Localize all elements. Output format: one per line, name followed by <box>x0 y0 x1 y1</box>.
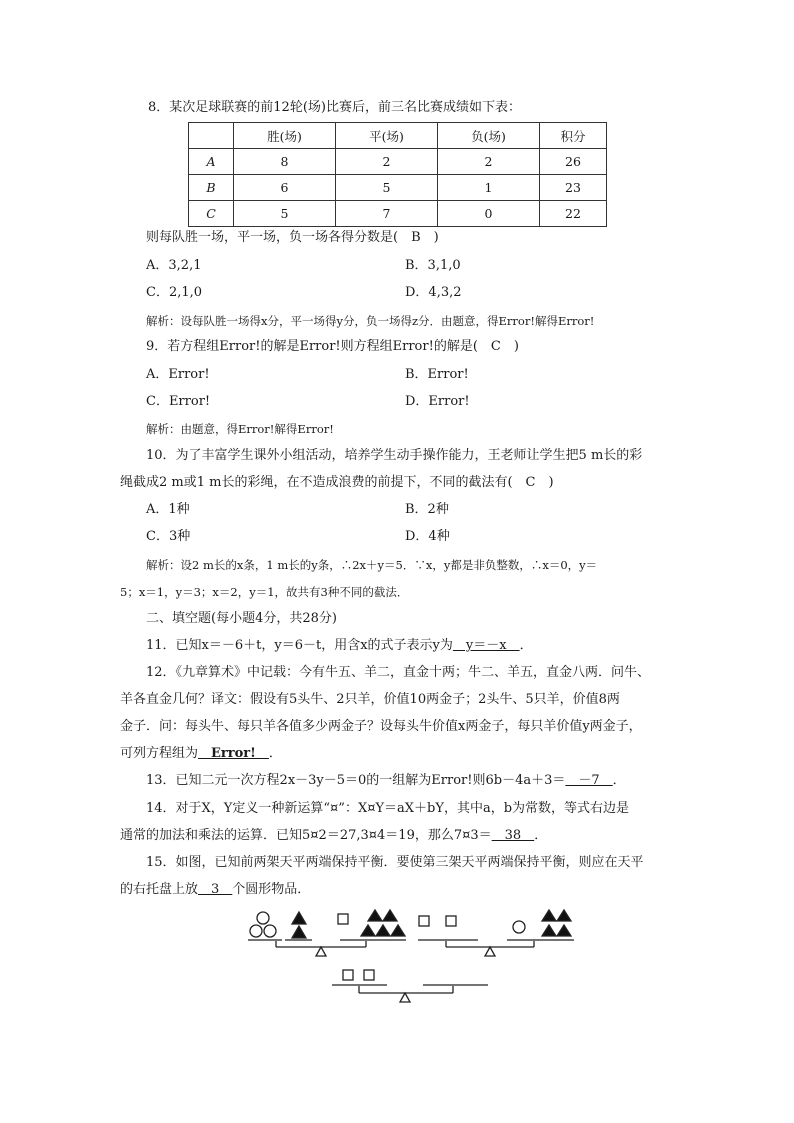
circle-object <box>257 912 269 924</box>
q10-option-b: B．2种 <box>405 502 449 517</box>
table-header-cell: 胜(场) <box>234 123 336 149</box>
section-heading: 二、填空题(每小题4分，共28分) <box>146 611 337 626</box>
q15-text: 的右托盘上放 <box>120 882 199 897</box>
q12-line2: 羊各直金几何？译文：假设有5头牛、2只羊，价值10两金子；2头牛、5只羊，价值8两 <box>120 692 620 707</box>
circle-object <box>250 925 262 937</box>
q12-end: ． <box>268 746 282 761</box>
q10-analysis-line1: 解析：设2 m长的x条，1 m长的y条，∴2x＋y＝5．∵x，y都是非负整数，∴x＝0，y＝ <box>146 558 598 572</box>
triangle-object <box>361 925 375 936</box>
triangle-object <box>383 910 397 921</box>
table-cell: C <box>189 201 234 227</box>
q15-end: 个圆形物品． <box>232 882 311 897</box>
square-object <box>364 970 374 980</box>
q8-analysis: 解析：设每队胜一场得x分，平一场得y分，负一场得z分．由题意，得Error!解得Error! <box>146 314 595 328</box>
q12-answer: Error! <box>198 746 269 761</box>
q10-stem-line1: 10．为了丰富学生课外小组活动，培养学生动手操作能力，王老师让学生把5 m长的彩 <box>146 448 643 463</box>
table-header-cell: 平(场) <box>336 123 438 149</box>
q13-text: 13．已知二元一次方程2x－3y－5＝0的一组解为Error!则6b－4a＋3＝ <box>146 773 566 788</box>
q9-analysis: 解析：由题意，得Error!解得Error! <box>146 422 334 436</box>
fulcrum <box>316 947 326 956</box>
table-header-cell: 积分 <box>540 123 607 149</box>
q10-analysis-line2: 5；x＝1，y＝3；x＝2，y＝1，故共有3种不同的截法． <box>120 585 409 599</box>
circle-object <box>513 921 525 933</box>
balance-scale-1-right <box>338 910 406 940</box>
table-cell: 26 <box>540 149 607 175</box>
q9-option-b: B．Error! <box>405 367 469 382</box>
q11-end: ． <box>519 638 533 653</box>
triangle-object <box>542 910 556 921</box>
q10-stem-line2: 绳截成2 m或1 m长的彩绳，在不造成浪费的前提下，不同的截法有( C ) <box>120 475 554 490</box>
table-cell: 6 <box>234 175 336 201</box>
q8-option-d: D．4,3,2 <box>405 285 462 300</box>
table-cell: 22 <box>540 201 607 227</box>
q14-line1: 14．对于X，Y定义一种新运算“¤”：X¤Y＝aX＋bY，其中a，b为常数，等式右边是 <box>146 801 630 816</box>
q11-answer: y＝－x <box>452 638 520 653</box>
table-cell: A <box>189 149 234 175</box>
q10-option-d: D．4种 <box>405 529 450 544</box>
table-cell: 7 <box>336 201 438 227</box>
table-cell: 5 <box>336 175 438 201</box>
q9-option-d: D．Error! <box>405 394 470 409</box>
q14-end: ． <box>534 828 548 843</box>
q12-line1: 12．《九章算术》中记载：今有牛五、羊二，直金十两；牛二、羊五，直金八两．问牛、 <box>146 665 651 680</box>
triangle-object <box>368 910 382 921</box>
q8-option-c: C．2,1,0 <box>146 285 203 300</box>
balance-scale-3 <box>332 970 488 1002</box>
triangle-object <box>376 925 390 936</box>
q14-text: 通常的加法和乘法的运算．已知5¤2＝27,3¤4＝19，那么7¤3＝ <box>120 828 492 843</box>
table-cell: 0 <box>438 201 540 227</box>
square-object <box>343 970 353 980</box>
q8-option-b: B．3,1,0 <box>405 258 461 273</box>
triangle-object <box>391 925 405 936</box>
triangle-object <box>292 912 306 924</box>
q12-line3: 金子．问：每头牛、每只羊各值多少两金子？设每头牛价值x两金子，每只羊价值y两金子， <box>120 719 642 734</box>
q10-option-c: C．3种 <box>146 529 191 544</box>
table-cell: 8 <box>234 149 336 175</box>
q9-option-c: C．Error! <box>146 394 211 409</box>
table-cell: B <box>189 175 234 201</box>
square-object <box>419 916 429 926</box>
table-cell: 1 <box>438 175 540 201</box>
q15-answer: 3 <box>198 882 233 897</box>
q8-stem: 8．某次足球联赛的前12轮(场)比赛后，前三名比赛成绩如下表： <box>148 100 521 115</box>
table-cell: 23 <box>540 175 607 201</box>
q8-option-a: A．3,2,1 <box>146 258 202 273</box>
q11-text: 11．已知x＝－6＋t，y＝6－t，用含x的式子表示y为 <box>146 638 453 653</box>
table-cell: 2 <box>336 149 438 175</box>
table-cell: 2 <box>438 149 540 175</box>
fulcrum <box>485 947 495 956</box>
q15-line1: 15．如图，已知前两架天平两端保持平衡．要使第三架天平两端保持平衡，则应在天平 <box>146 855 644 870</box>
square-object <box>446 916 456 926</box>
q9-stem: 9．若方程组Error!的解是Error!则方程组Error!的解是( C ) <box>146 339 519 354</box>
q9-option-a: A．Error! <box>146 367 210 382</box>
q13-end: ． <box>612 773 626 788</box>
triangle-object <box>292 926 306 938</box>
triangle-object <box>542 925 556 936</box>
square-object <box>338 914 348 924</box>
balance-scale-2 <box>418 910 574 956</box>
triangle-object <box>557 910 571 921</box>
triangle-object <box>557 925 571 936</box>
q8-question: 则每队胜一场，平一场，负一场各得分数是( B ) <box>146 230 439 245</box>
q12-text: 可列方程组为 <box>120 746 199 761</box>
q10-option-a: A．1种 <box>146 502 190 517</box>
table-cell: 5 <box>234 201 336 227</box>
q13-answer: －7 <box>565 773 613 788</box>
table-header-cell: 负(场) <box>438 123 540 149</box>
circle-object <box>264 925 276 937</box>
fulcrum <box>400 993 410 1002</box>
q14-answer: 38 <box>491 828 535 843</box>
